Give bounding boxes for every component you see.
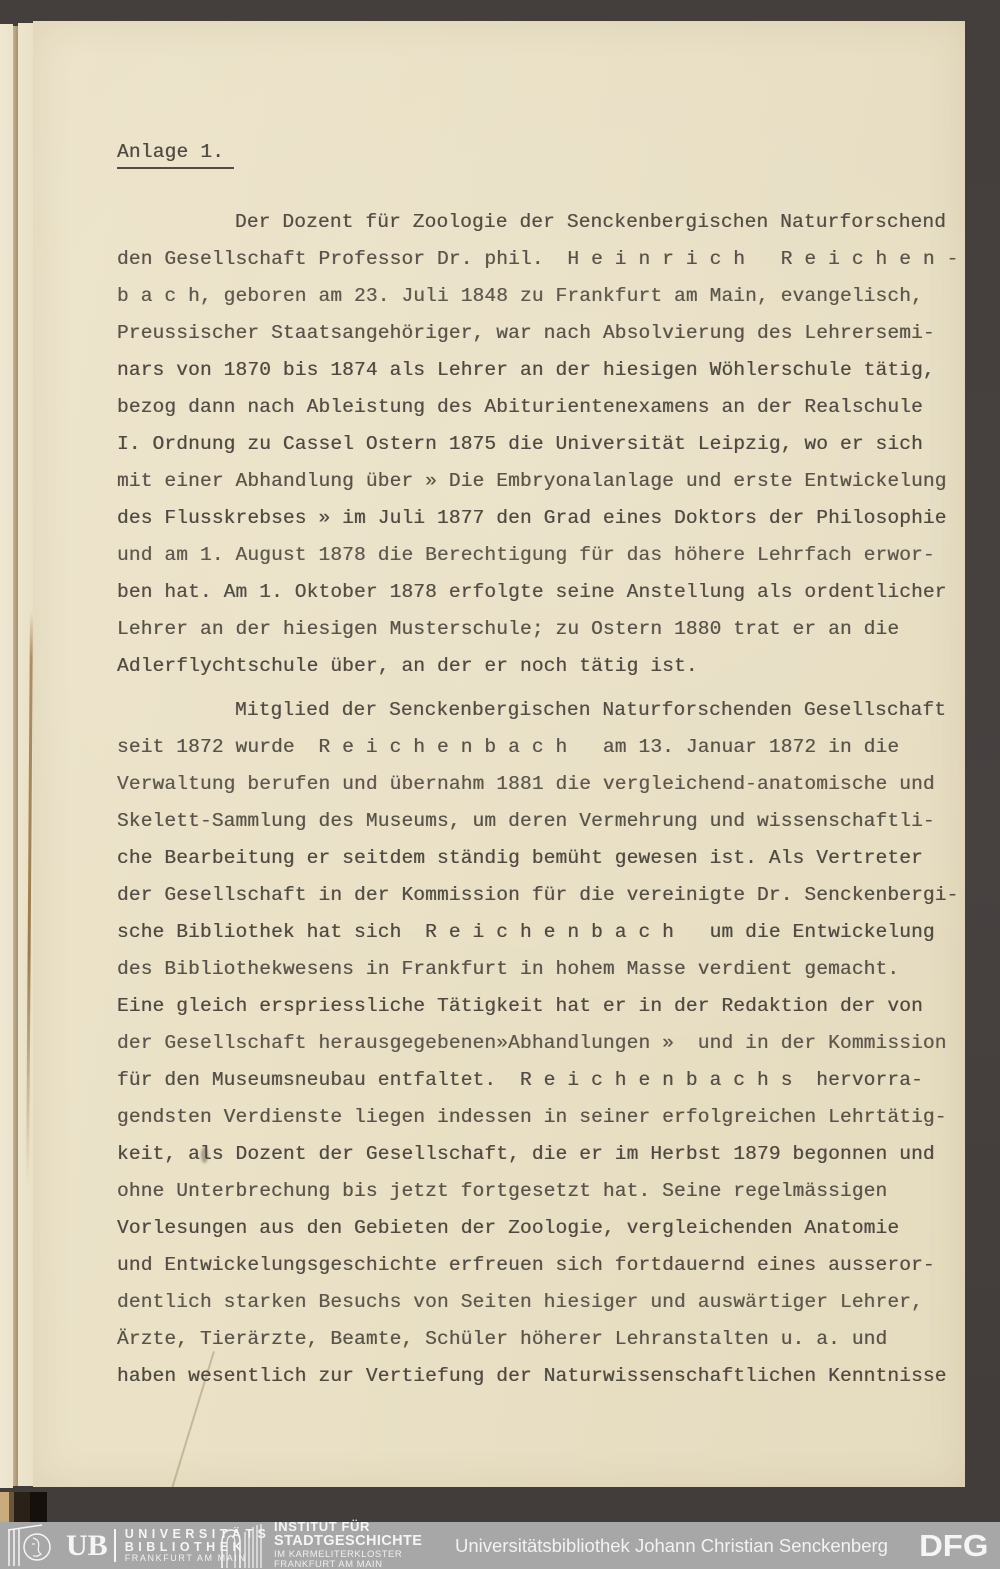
- text-line: für den Museumsneubau entfaltet. R e i c h e n b a c h s hervorra-: [117, 1069, 923, 1091]
- book-edge-fragment: [0, 1492, 47, 1522]
- text-line: I. Ordnung zu Cassel Ostern 1875 die Universität Leipzig, wo er sich: [117, 433, 923, 455]
- institute-logo-text: [274, 1520, 422, 1569]
- text-line: sche Bibliothek hat sich R e i c h e n b a c h um die Entwickelung: [117, 921, 935, 943]
- text-line: mit einer Abhandlung über » Die Embryonalanlage und erste Entwickelung: [117, 470, 947, 492]
- text-line: Verwaltung berufen und übernahm 1881 die vergleichend-anatomische und: [117, 773, 935, 795]
- ub-line-1: UNIVERSITÄTS: [124, 1526, 271, 1541]
- paragraph: [117, 692, 957, 1395]
- text-line: Skelett-Sammlung des Museums, um deren Vermehrung und wissenschaftli-: [117, 810, 935, 832]
- page-title: Anlage 1.: [117, 141, 234, 169]
- text-line: Mitglied der Senckenbergischen Naturforschenden Gesellschaft: [235, 699, 947, 721]
- text-line: Lehrer an der hiesigen Musterschule; zu Ostern 1880 trat er an die: [117, 618, 900, 640]
- text-line: bezog dann nach Ableistung des Abiturientenexamens an der Realschule: [117, 396, 923, 418]
- text-line: der Gesellschaft herausgegebenen»Abhandlungen » und in der Kommission: [117, 1032, 947, 1054]
- text-line: b a c h, geboren am 23. Juli 1848 zu Frankfurt am Main, evangelisch,: [117, 285, 923, 307]
- text-line: keit, als Dozent der Gesellschaft, die er im Herbst 1879 begonnen und: [117, 1143, 935, 1165]
- institute-line-3: IM KARMELITERKLOSTER: [274, 1549, 403, 1561]
- document-body: [117, 204, 957, 1395]
- text-line: nars von 1870 bis 1874 als Lehrer an der hiesigen Wöhlerschule tätig,: [117, 359, 935, 381]
- text-line: Eine gleich erspriessliche Tätigkeit hat er in der Redaktion der von: [117, 995, 923, 1017]
- text-line: Preussischer Staatsangehöriger, war nach Absolvierung des Lehrersemi-: [117, 322, 935, 344]
- paragraph: [117, 204, 957, 685]
- text-line: Vorlesungen aus den Gebieten der Zoologie, vergleichenden Anatomie: [117, 1217, 900, 1239]
- ub-line-2: BIBLIOTHEK: [124, 1539, 247, 1554]
- text-line: Der Dozent für Zoologie der Senckenbergischen Naturforschend: [235, 211, 947, 233]
- text-line: seit 1872 wurde R e i c h e n b a c h am 13. Januar 1872 in die: [117, 736, 900, 758]
- ub-abbr-label: UB: [66, 1528, 108, 1562]
- ub-line-3: FRANKFURT AM MAIN: [124, 1552, 247, 1563]
- ub-library-portrait-icon: [6, 1524, 64, 1568]
- dfg-logo: DFG: [918, 1527, 988, 1563]
- institute-line-1: INSTITUT FÜR: [274, 1519, 371, 1535]
- divider: [114, 1529, 116, 1562]
- text-line: des Bibliothekwesens in Frankfurt in hohem Masse verdient gemacht.: [117, 958, 900, 980]
- institute-line-4: FRANKFURT AM MAIN: [274, 1559, 383, 1569]
- text-line: den Gesellschaft Professor Dr. phil. H e i n r i c h R e i c h e n -: [117, 248, 959, 270]
- text-line: dentlich starken Besuchs von Seiten hiesiger und auswärtiger Lehrer,: [117, 1291, 923, 1313]
- text-line: ben hat. Am 1. Oktober 1878 erfolgte seine Anstellung als ordentlicher: [117, 581, 947, 603]
- text-line: und Entwickelungsgeschichte erfreuen sich fortdauernd eines ausseror-: [117, 1254, 935, 1276]
- text-line: Ärzte, Tierärzte, Beamte, Schüler höherer Lehranstalten u. a. und: [117, 1328, 888, 1350]
- institute-logo: [218, 1519, 423, 1569]
- under-page-edge: [0, 24, 13, 1488]
- text-line: und am 1. August 1878 die Berechtigung für das höhere Lehrfach erwor-: [117, 544, 935, 566]
- text-line: gendsten Verdienste liegen indessen in seiner erfolgreichen Lehrtätig-: [117, 1106, 947, 1128]
- gothic-arch-icon: [218, 1524, 264, 1568]
- digitization-footer-bar: [0, 1519, 1000, 1569]
- text-line: ohne Unterbrechung bis jetzt fortgesetzt hat. Seine regelmässigen: [117, 1180, 888, 1202]
- text-line: der Gesellschaft in der Kommission für die vereinigte Dr. Senckenbergi-: [117, 884, 959, 906]
- text-line: Adlerflychtschule über, an der er noch tätig ist.: [117, 655, 698, 677]
- text-line: che Bearbeitung er seitdem ständig bemüht gewesen ist. Als Vertreter: [117, 847, 923, 869]
- institute-line-2: STADTGESCHICHTE: [274, 1533, 423, 1550]
- library-attribution: Universitätsbibliothek Johann Christian Senckenberg: [455, 1534, 888, 1556]
- text-line: des Flusskrebses » im Juli 1877 den Grad eines Doktors der Philosophie: [117, 507, 947, 529]
- text-line: haben wesentlich zur Vertiefung der Naturwissenschaftlichen Kenntnisse: [117, 1365, 947, 1387]
- scanned-page: [33, 21, 965, 1487]
